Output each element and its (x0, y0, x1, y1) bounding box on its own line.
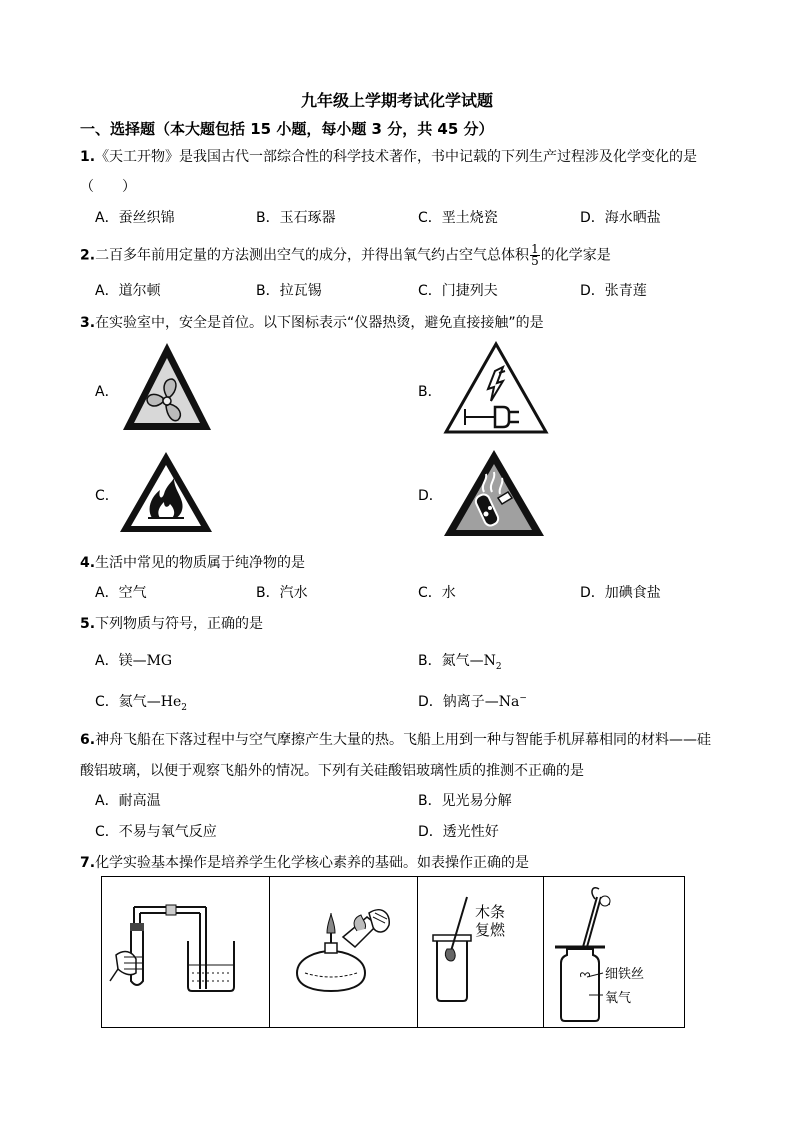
question-text: 生活中常见的物质属于纯净物的是 (95, 555, 306, 571)
option-label: C．氦气— (95, 694, 161, 710)
option-d[interactable] (418, 691, 527, 711)
question-number: 4. (80, 555, 96, 571)
question-6-continued: 酸铝玻璃，以便于观察飞船外的情况。下列有关硅酸铝玻璃性质的推测不正确的是 (80, 763, 584, 779)
option-b[interactable]: B．拉瓦锡 (256, 283, 322, 299)
option-b[interactable] (418, 650, 502, 672)
wood-relights-label (475, 903, 505, 939)
question-text: 二百多年前用定量的方法测出空气的成分，并得出氧气约占空气总体积 (95, 247, 530, 264)
question-number: 3. (80, 315, 96, 331)
experiment-cell-1[interactable] (102, 877, 270, 1027)
option-b[interactable]: B． (418, 384, 442, 400)
option-b[interactable]: B．见光易分解 (418, 793, 512, 809)
question-text: 化学实验基本操作是培养学生化学核心素养的基础。如表操作正确的是 (95, 855, 530, 871)
iron-wire-label: 细铁丝 (605, 967, 645, 982)
wood-label: 木条 (475, 903, 506, 921)
option-a[interactable]: A．道尔顿 (95, 283, 161, 299)
fire-warning-icon (118, 450, 214, 534)
question-text: 《天工开物》是我国古代一部综合性的科学技术著作，书中记载的下列生产过程涉及化学变化的是 (95, 149, 698, 165)
question-4 (80, 552, 305, 572)
chemical-formula: MG (146, 653, 173, 669)
option-label: D．钠离子— (418, 694, 499, 710)
option-c[interactable]: C． (95, 488, 119, 504)
question-number: 6. (80, 732, 96, 748)
fraction (530, 244, 540, 267)
hot-apparatus-warning-icon (442, 448, 546, 538)
option-d[interactable]: D．海水晒盐 (580, 210, 661, 226)
option-a[interactable]: A．耐高温 (95, 793, 161, 809)
question-6 (80, 729, 711, 749)
formula-subscript: 2 (181, 702, 188, 713)
electric-warning-icon (443, 341, 549, 435)
alcohol-lamp-diagram (269, 877, 417, 1027)
question-2 (80, 244, 611, 267)
question-number: 1. (80, 149, 96, 165)
experiment-table (101, 876, 685, 1028)
oxygen-test-diagram (417, 877, 543, 1027)
option-label: A．镁— (95, 653, 147, 669)
option-c[interactable]: C．水 (418, 585, 456, 601)
option-d[interactable]: D．透光性好 (418, 824, 499, 840)
question-number: 5. (80, 616, 96, 632)
fan-warning-icon (121, 341, 213, 433)
formula-subscript: 2 (495, 661, 502, 672)
fraction-numerator: 1 (531, 242, 539, 256)
option-label: B．氮气— (418, 653, 484, 669)
experiment-cell-2[interactable] (269, 877, 418, 1027)
option-c[interactable]: C．门捷列夫 (418, 283, 498, 299)
question-number: 7. (80, 855, 96, 871)
option-a[interactable]: A．空气 (95, 585, 147, 601)
oxygen-label: 氧气 (605, 991, 632, 1006)
question-3 (80, 312, 544, 332)
option-d[interactable]: D．张青莲 (580, 283, 647, 299)
option-d[interactable]: D．加碘食盐 (580, 585, 661, 601)
question-text: 在实验室中，安全是首位。以下图标表示“仪器热烫，避免直接接触”的是 (95, 315, 544, 331)
option-a[interactable]: A．蚕丝织锦 (95, 210, 175, 226)
experiment-cell-3[interactable] (417, 877, 544, 1027)
option-b[interactable]: B．玉石琢器 (256, 210, 336, 226)
ion-charge: − (519, 693, 527, 704)
option-c[interactable]: C．不易与氧气反应 (95, 824, 217, 840)
option-c[interactable]: C．垩土烧瓷 (418, 210, 498, 226)
chemical-formula: He (160, 694, 182, 710)
question-1 (80, 146, 697, 166)
option-c[interactable] (95, 691, 187, 713)
chemical-formula: N (483, 653, 496, 669)
question-text: 下列物质与符号，正确的是 (95, 616, 264, 632)
question-7 (80, 852, 529, 872)
option-a[interactable] (95, 650, 172, 670)
fraction-denominator: 5 (531, 254, 539, 268)
question-text: 的化学家是 (540, 247, 611, 264)
question-number: 2. (80, 247, 96, 264)
option-a[interactable]: A． (95, 384, 119, 400)
page-title: 九年级上学期考试化学试题 (300, 91, 493, 110)
chemical-formula: Na (498, 694, 520, 710)
question-5 (80, 613, 263, 633)
answer-blank: （ ） (80, 179, 136, 195)
option-d[interactable]: D． (418, 488, 443, 504)
section-heading: 一、选择题（本大题包括 15 小题，每小题 3 分，共 45 分） (80, 120, 494, 138)
experiment-cell-4[interactable] (543, 877, 684, 1027)
relight-label: 复燃 (475, 921, 506, 939)
question-text: 神舟飞船在下落过程中与空气摩擦产生大量的热。飞船上用到一种与智能手机屏幕相同的材料——硅 (95, 732, 712, 748)
option-b[interactable]: B．汽水 (256, 585, 308, 601)
airtightness-check-diagram (102, 877, 269, 1027)
